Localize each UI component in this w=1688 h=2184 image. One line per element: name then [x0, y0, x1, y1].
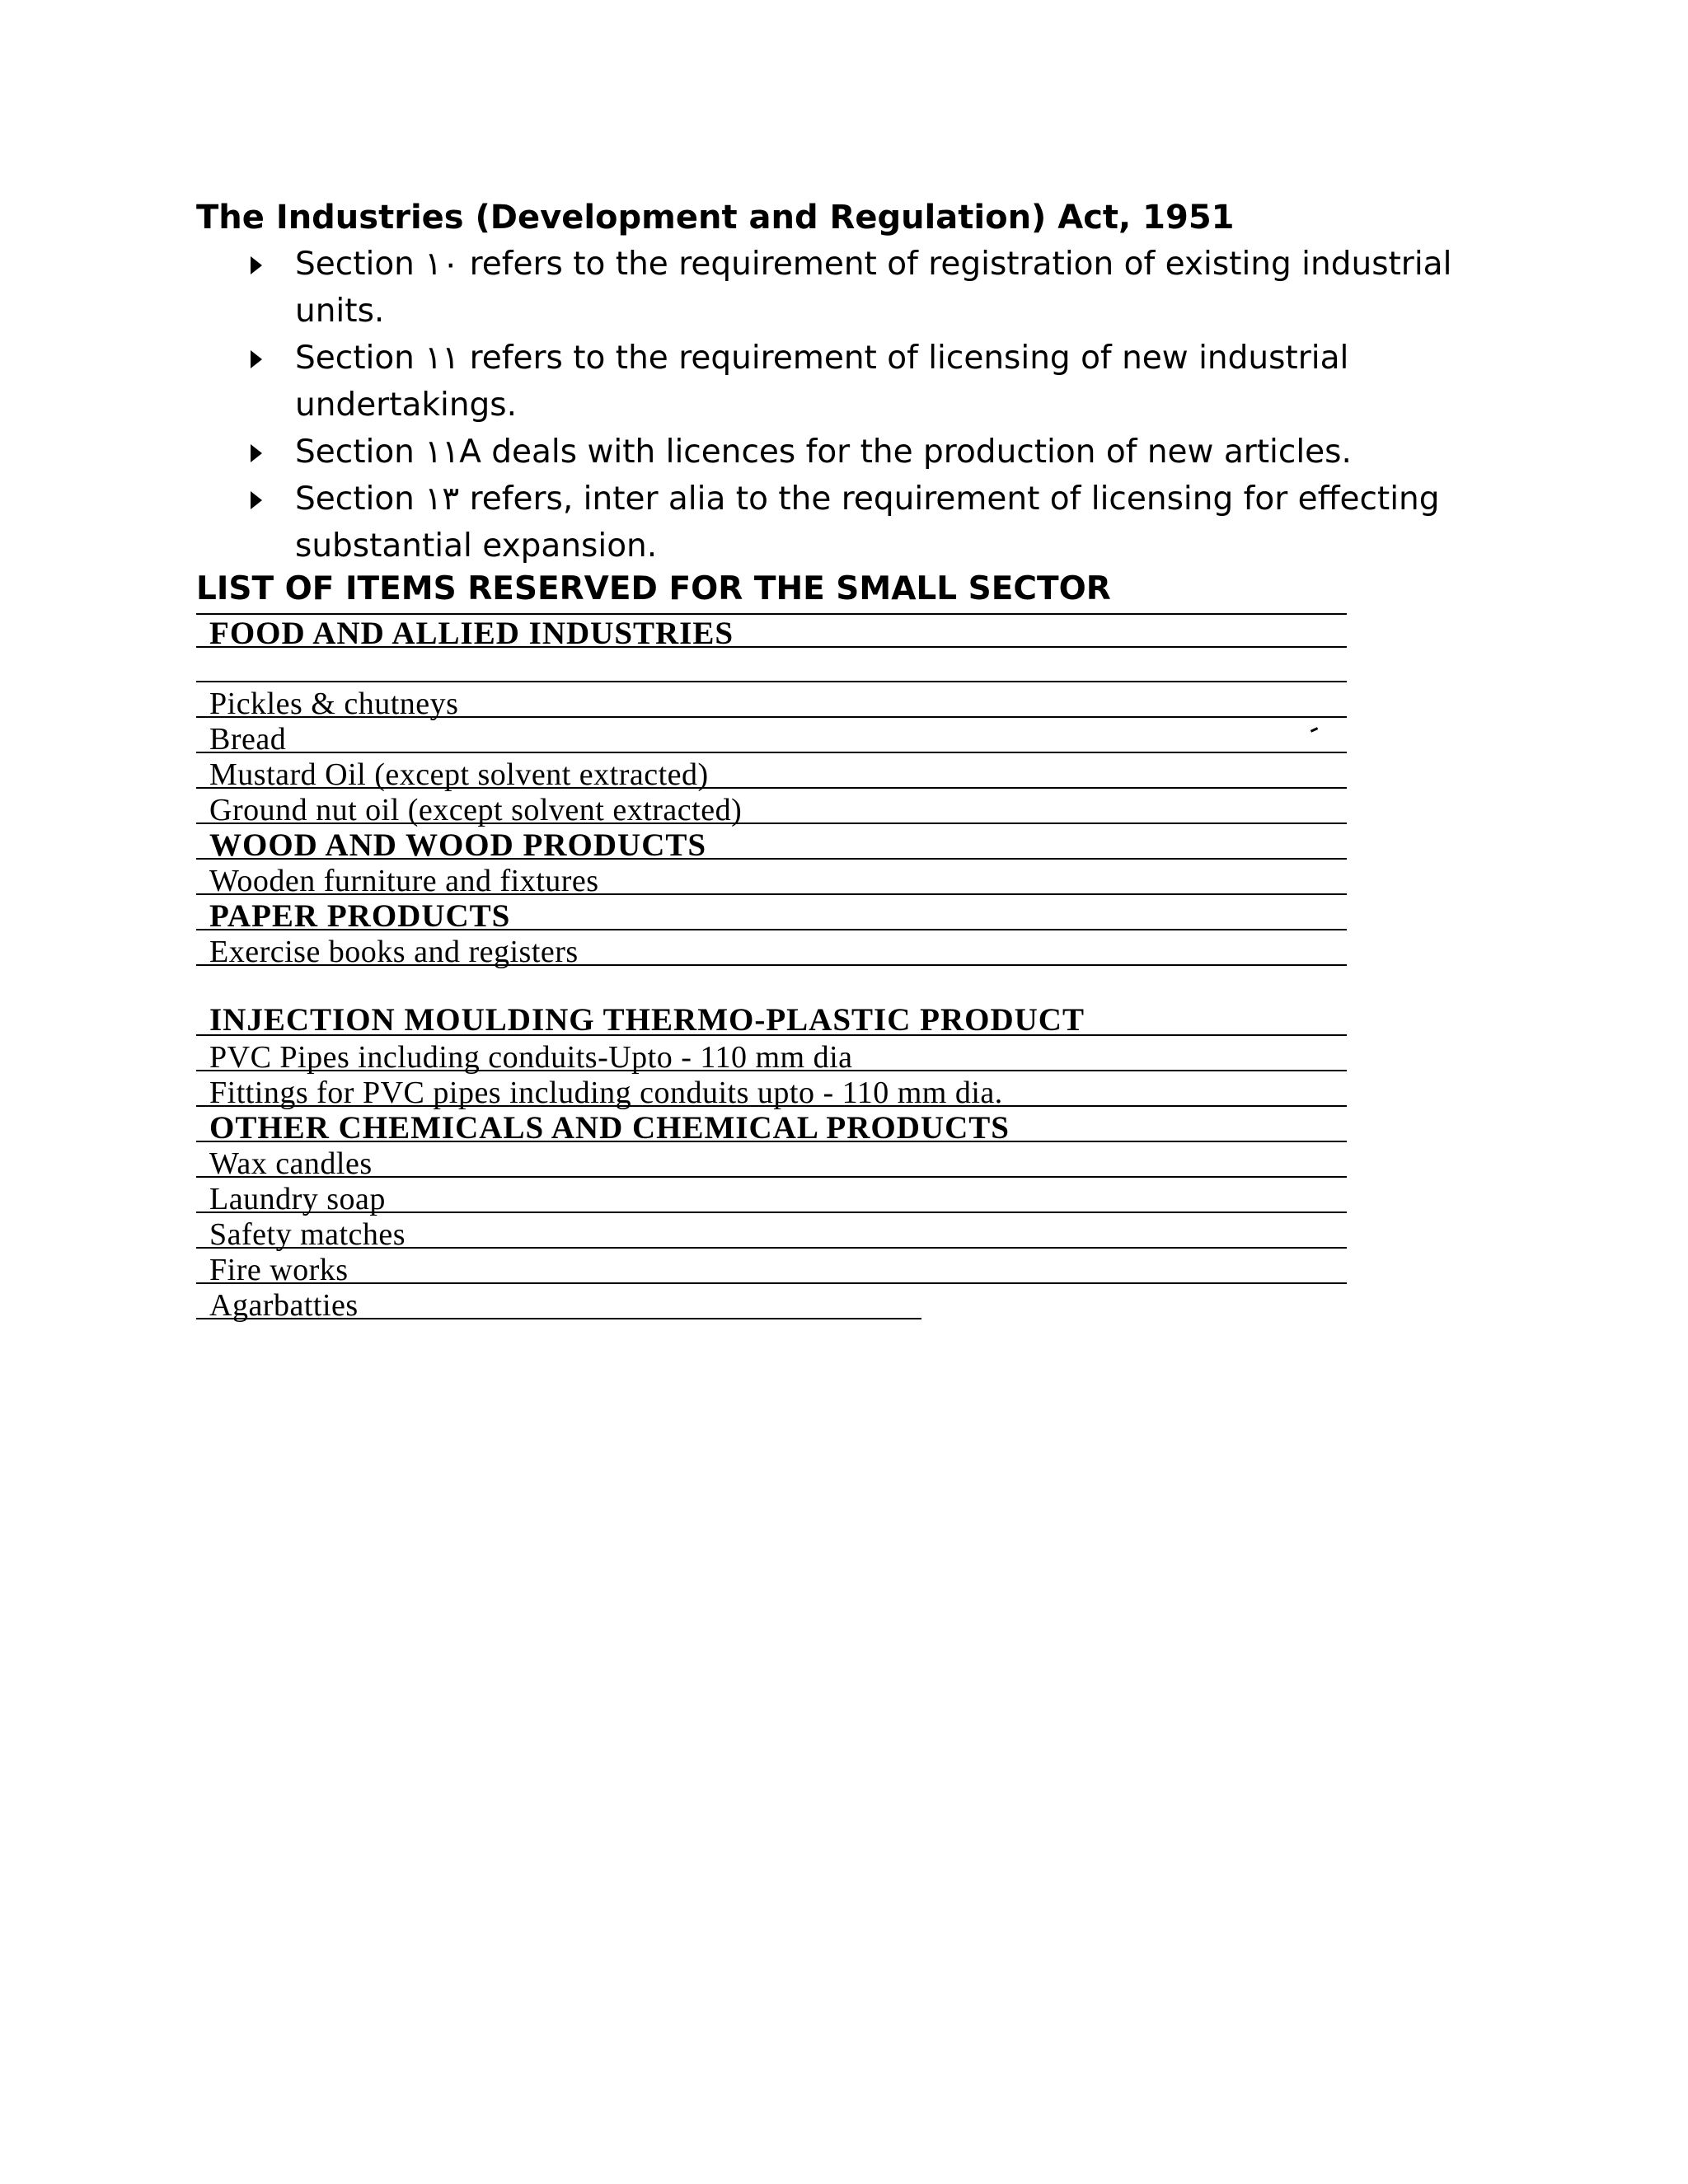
- table-row: [196, 1284, 921, 1323]
- item-label: Safety matches: [209, 1217, 406, 1252]
- item-label: Exercise books and registers: [209, 935, 579, 969]
- table-row: [196, 1213, 1347, 1252]
- section-text: Section ١١ refers to the requirement of licensing of new industrial undertakings.: [295, 340, 1349, 424]
- section-item: [244, 476, 1480, 569]
- act-title: The Industries (Development and Regulation) Act, 1951: [196, 199, 1235, 237]
- section-item: [244, 335, 1480, 429]
- table-row: [196, 1036, 1347, 1075]
- category-row: [196, 613, 1347, 651]
- category-label: OTHER CHEMICALS AND CHEMICAL PRODUCTS: [209, 1110, 1010, 1146]
- table-row: [196, 860, 1347, 898]
- section-list: [244, 241, 1480, 569]
- item-label: Bread: [209, 722, 287, 757]
- triangle-bullet-icon: [251, 256, 262, 274]
- triangle-bullet-icon: [251, 444, 262, 462]
- table-spacer-row: [196, 648, 1347, 682]
- item-label: Agarbatties: [209, 1288, 359, 1323]
- item-label: Fittings for PVC pipes including conduits upto - 110 mm dia.: [209, 1076, 1003, 1110]
- section-item: [244, 429, 1480, 476]
- section-item: [244, 241, 1480, 335]
- table-row: [196, 682, 1347, 721]
- table-row: [196, 930, 1347, 969]
- item-label: Wooden furniture and fixtures: [209, 864, 599, 898]
- category-row: [196, 966, 1347, 1036]
- category-label: INJECTION MOULDING THERMO-PLASTIC PRODUCT: [209, 1002, 1085, 1038]
- table-row: [196, 1142, 1347, 1181]
- table-row: [196, 718, 1347, 757]
- category-label: PAPER PRODUCTS: [209, 898, 511, 934]
- item-label: Laundry soap: [209, 1182, 386, 1216]
- triangle-bullet-icon: [251, 350, 262, 368]
- table-row: [196, 1249, 1347, 1287]
- table-row: [196, 1071, 1347, 1110]
- item-label: Wax candles: [209, 1146, 373, 1181]
- category-row: [196, 824, 1347, 863]
- table-row: [196, 753, 1347, 792]
- table-row: [196, 1178, 1347, 1216]
- item-label: Mustard Oil (except solvent extracted): [209, 757, 709, 792]
- section-text: Section ١١A deals with licences for the production of new articles.: [295, 434, 1352, 471]
- reserved-items-heading: LIST OF ITEMS RESERVED FOR THE SMALL SECTOR: [196, 570, 1111, 607]
- category-label: FOOD AND ALLIED INDUSTRIES: [209, 616, 734, 651]
- section-text: Section ١٣ refers, inter alia to the requirement of licensing for effecting substantial expansion.: [295, 480, 1440, 565]
- category-row: [196, 895, 1347, 934]
- item-label: Ground nut oil (except solvent extracted): [209, 793, 743, 827]
- item-label: PVC Pipes including conduits-Upto - 110 mm dia: [209, 1040, 853, 1075]
- item-label: Fire works: [209, 1253, 349, 1287]
- item-label: Pickles & chutneys: [209, 687, 459, 721]
- category-label: WOOD AND WOOD PRODUCTS: [209, 827, 707, 863]
- table-row: [196, 789, 1347, 827]
- section-text: Section ١٠ refers to the requirement of registration of existing industrial units.: [295, 246, 1452, 330]
- category-row: [196, 1107, 1347, 1146]
- triangle-bullet-icon: [251, 491, 262, 509]
